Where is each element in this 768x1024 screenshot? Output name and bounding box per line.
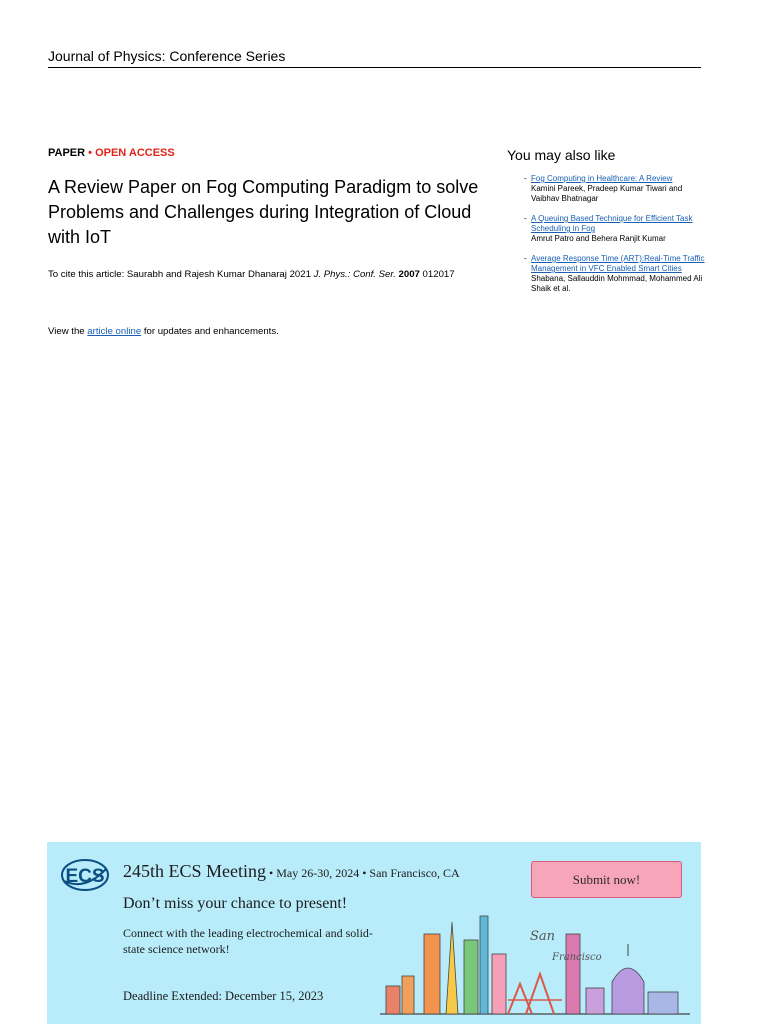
related-link-2[interactable]: A Queuing Based Technique for Efficient Task Scheduling in Fog: [531, 214, 693, 233]
meeting-line: [123, 862, 460, 882]
related-link-3[interactable]: Average Response Time (ART):Real-Time Traffic Management in VFC Enabled Smart Cities: [531, 254, 705, 273]
paper-type: PAPER: [48, 147, 86, 159]
journal-name: Journal of Physics: Conference Series: [48, 48, 286, 64]
item-dash: -: [524, 254, 527, 263]
view-prefix: View the: [48, 326, 88, 337]
related-link-1[interactable]: Fog Computing in Healthcare: A Review: [531, 174, 673, 183]
article-info: [48, 146, 498, 281]
list-item: [524, 214, 707, 244]
related-heading: You may also like: [507, 147, 616, 163]
banner-tagline: Don’t miss your chance to present!: [123, 895, 348, 912]
related-authors-2: Amrut Patro and Behera Ranjit Kumar: [531, 234, 666, 243]
script-word-francisco: Francisco: [552, 952, 602, 963]
ecs-banner[interactable]: [47, 842, 701, 1024]
citation-article: 012017: [419, 269, 455, 280]
citation-prefix: To cite this article: Saurabh and Rajesh Kumar Dhanaraj 2021: [48, 269, 314, 280]
related-list: [507, 174, 707, 294]
related-authors-1: Kamini Pareek, Pradeep Kumar Tiwari and Vaibhav Bhatnagar: [531, 184, 683, 203]
citation-journal: J. Phys.: Conf. Ser.: [313, 269, 396, 280]
journal-header: [48, 48, 701, 68]
meeting-details: • May 26-30, 2024 • San Francisco, CA: [266, 866, 460, 880]
banner-connect-text: Connect with the leading electrochemical and solid-state science network!: [123, 926, 373, 956]
item-dash: -: [524, 174, 527, 183]
ecs-logo-icon: [60, 857, 110, 893]
citation: [48, 269, 498, 281]
citation-volume: 2007: [398, 269, 420, 280]
list-item: [524, 174, 707, 204]
tag-separator: •: [85, 147, 96, 159]
article-online-link[interactable]: article online: [87, 326, 142, 337]
san-francisco-skyline-icon: [380, 904, 690, 1018]
view-suffix: for updates and enhancements.: [141, 326, 279, 337]
paper-tag: [48, 146, 498, 160]
logo-text: ECS: [65, 866, 105, 887]
open-access-label: OPEN ACCESS: [95, 147, 175, 159]
view-online: [48, 326, 279, 338]
related-articles: [507, 146, 707, 304]
script-word-san: San: [530, 929, 556, 944]
banner-deadline: Deadline Extended: December 15, 2023: [123, 989, 324, 1003]
list-item: [524, 254, 707, 294]
related-authors-3: Shabana, Sallauddin Mohmmad, Mohammed Ali Shaik et al.: [531, 274, 703, 293]
item-dash: -: [524, 214, 527, 223]
meeting-title: 245th ECS Meeting: [123, 861, 266, 881]
paper-title: A Review Paper on Fog Computing Paradigm to solve Problems and Challenges during Integration of Cloud with IoT: [48, 177, 479, 247]
submit-now-button[interactable]: Submit now!: [531, 861, 682, 898]
